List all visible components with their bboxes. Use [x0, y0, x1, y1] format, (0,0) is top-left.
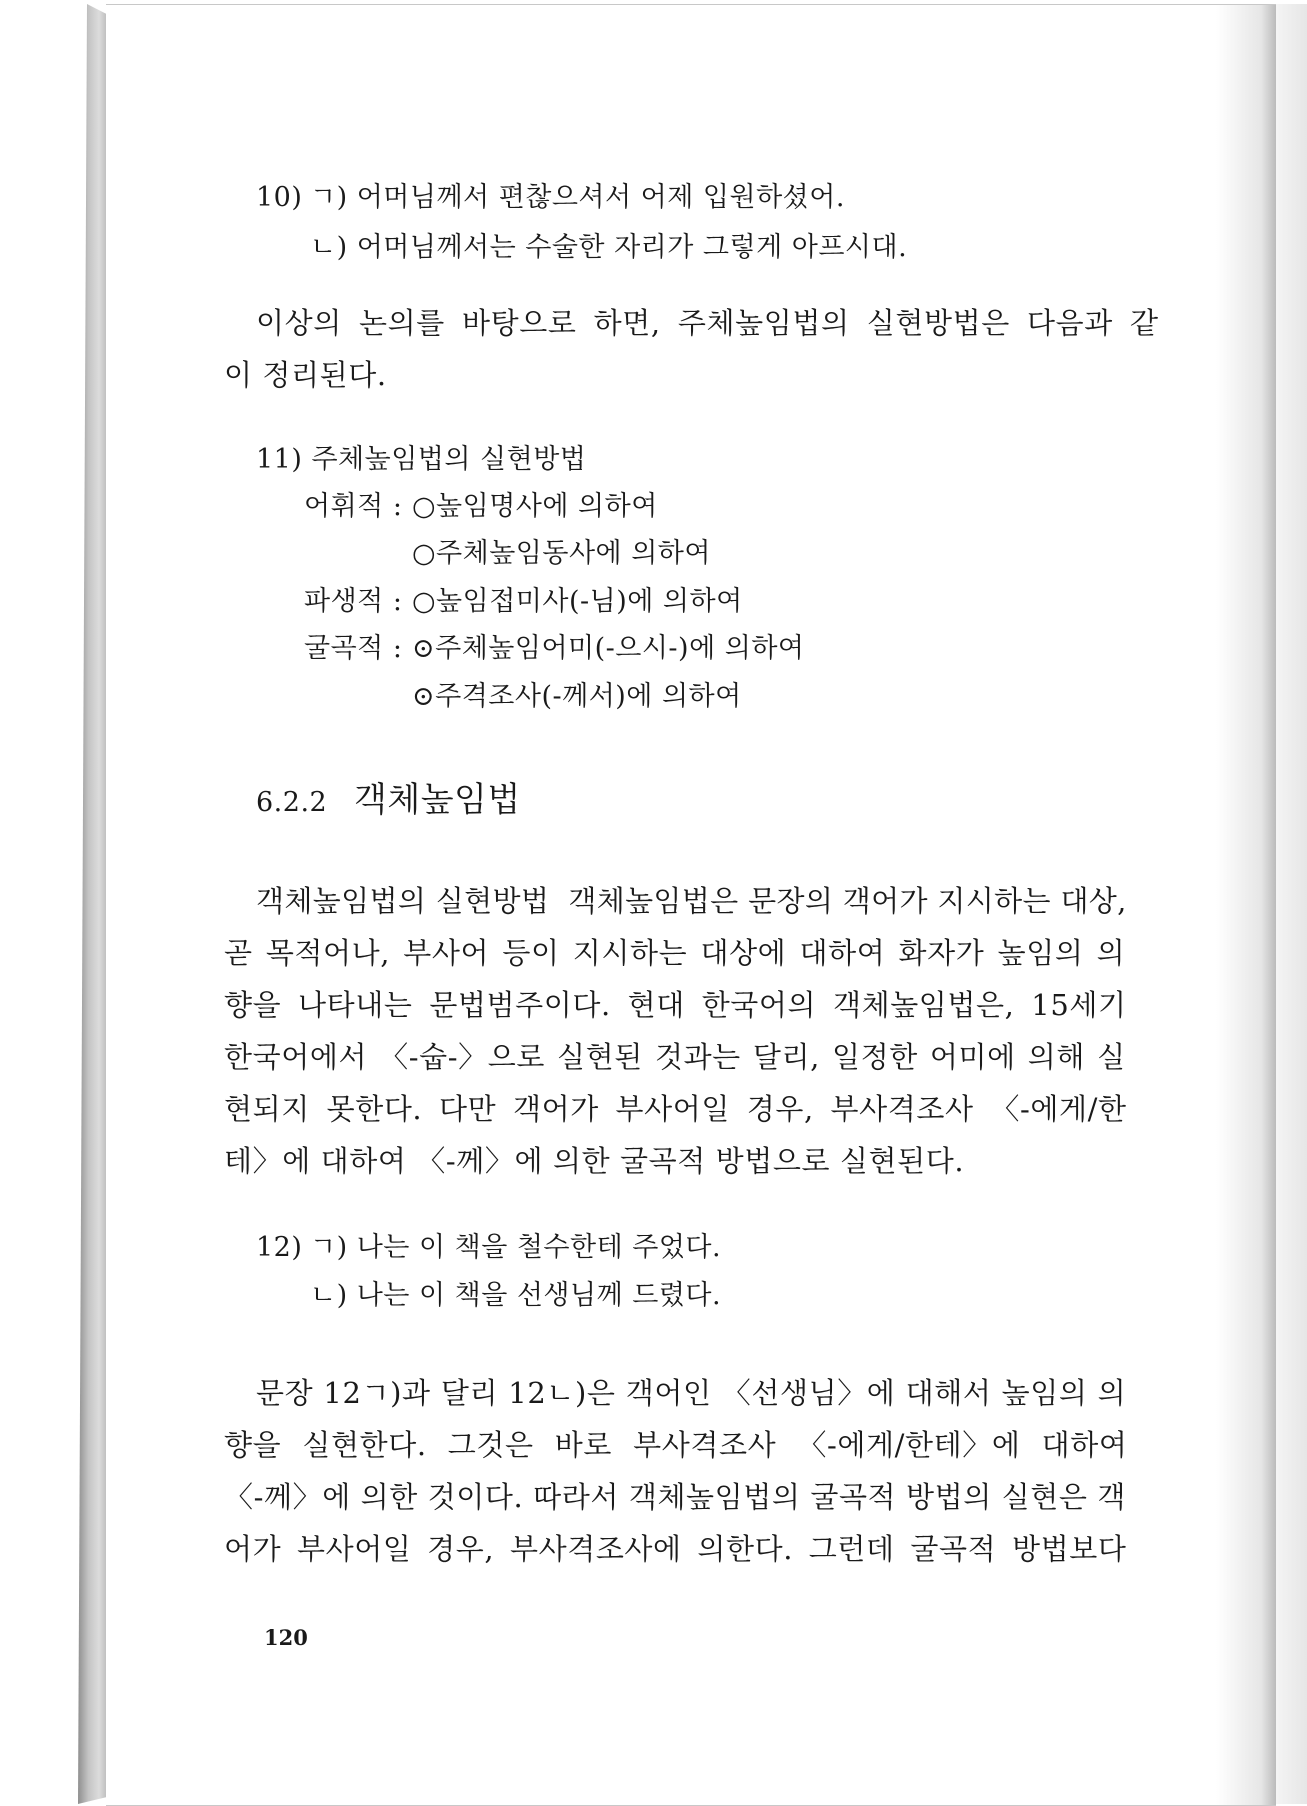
paragraph-1-line-1: [256, 305, 1162, 341]
paragraph-3-line-4: [224, 1531, 1130, 1567]
book-page: [106, 4, 1276, 1806]
section-heading: [256, 780, 521, 823]
example-11-title: 11) 주체높임법의 실현방법: [256, 444, 587, 475]
paragraph-2-line-2: [224, 935, 1130, 971]
section-number: 6.2.2: [256, 787, 328, 818]
example-11-item-5: ⊙주격조사(-께서)에 의하여: [412, 681, 742, 712]
paragraph-2-line-4: [224, 1039, 1130, 1075]
paragraph-2-line-3-text: 향을 나타내는 문법범주이다. 현대 한국어의 객체높임법은, 15세기: [224, 988, 1127, 1022]
paragraph-3-line-2: [224, 1427, 1130, 1463]
example-12-a: ㄱ) 나는 이 책을 철수한테 주었다.: [310, 1232, 722, 1263]
page-number: 120: [264, 1625, 308, 1650]
page-edge: [1276, 4, 1307, 1804]
paragraph-2-line-5: [224, 1091, 1130, 1127]
paragraph-2-line-2-text: 곧 목적어나, 부사어 등이 지시하는 대상에 대하여 화자가 높임의 의: [224, 936, 1126, 970]
paragraph-1-line-1-text: 이상의 논의를 바탕으로 하면, 주체높임법의 실현방법은 다음과 같: [256, 306, 1159, 340]
section-title: 객체높임법: [354, 780, 521, 820]
paragraph-3-line-1-text: 문장 12ㄱ)과 달리 12ㄴ)은 객어인 〈선생님〉에 대해서 높임의 의: [256, 1376, 1127, 1410]
example-10-b: ㄴ) 어머님께서는 수술한 자리가 그렇게 아프시대.: [310, 232, 908, 263]
example-11-item-3: ○높임접미사(-님)에 의하여: [412, 586, 743, 617]
example-11-item-2: ○주체높임동사에 의하여: [412, 538, 711, 569]
paragraph-3-line-4-text: 어가 부사어일 경우, 부사격조사에 의한다. 그런데 굴곡적 방법보다: [224, 1532, 1127, 1566]
paragraph-2-line-1-text: 객체높임법의 실현방법 객체높임법은 문장의 객어가 지시하는 대상,: [256, 884, 1127, 918]
paragraph-3-line-3-text: 〈-께〉에 의한 것이다. 따라서 객체높임법의 굴곡적 방법의 실현은 객: [224, 1480, 1126, 1514]
example-11-item-4: ⊙주체높임어미(-으시-)에 의하여: [412, 633, 805, 664]
example-11-label-lexical: 어휘적 :: [304, 491, 403, 522]
page-content: [106, 5, 1276, 1805]
example-12-number: 12): [256, 1232, 303, 1263]
paragraph-2-line-6: 테〉에 대하여 〈-께〉에 의한 굴곡적 방법으로 실현된다.: [224, 1144, 965, 1178]
example-10-number: 10): [256, 182, 303, 213]
example-11-label-inflectional: 굴곡적 :: [304, 633, 403, 664]
example-11-item-1: ○높임명사에 의하여: [412, 491, 658, 522]
paragraph-3-line-3: [224, 1479, 1130, 1515]
paragraph-2-line-3: [224, 987, 1130, 1023]
paragraph-2-line-4-text: 한국어에서 〈-숩-〉으로 실현된 것과는 달리, 일정한 어미에 의해 실: [224, 1040, 1126, 1074]
example-12-b: ㄴ) 나는 이 책을 선생님께 드렸다.: [310, 1280, 722, 1311]
paragraph-2-line-1: [256, 883, 1130, 919]
paragraph-3-line-2-text: 향을 실현한다. 그것은 바로 부사격조사 〈-에게/한테〉에 대하여: [224, 1428, 1128, 1462]
paragraph-3-line-1: [256, 1375, 1130, 1411]
example-10-a: ㄱ) 어머님께서 편찮으셔서 어제 입원하셨어.: [310, 182, 845, 213]
book-spine: [78, 4, 108, 1804]
paragraph-1-line-2: 이 정리된다.: [224, 358, 387, 392]
example-11-label-derivational: 파생적 :: [304, 586, 403, 617]
paragraph-2-line-5-text: 현되지 못한다. 다만 객어가 부사어일 경우, 부사격조사 〈-에게/한: [224, 1092, 1127, 1126]
